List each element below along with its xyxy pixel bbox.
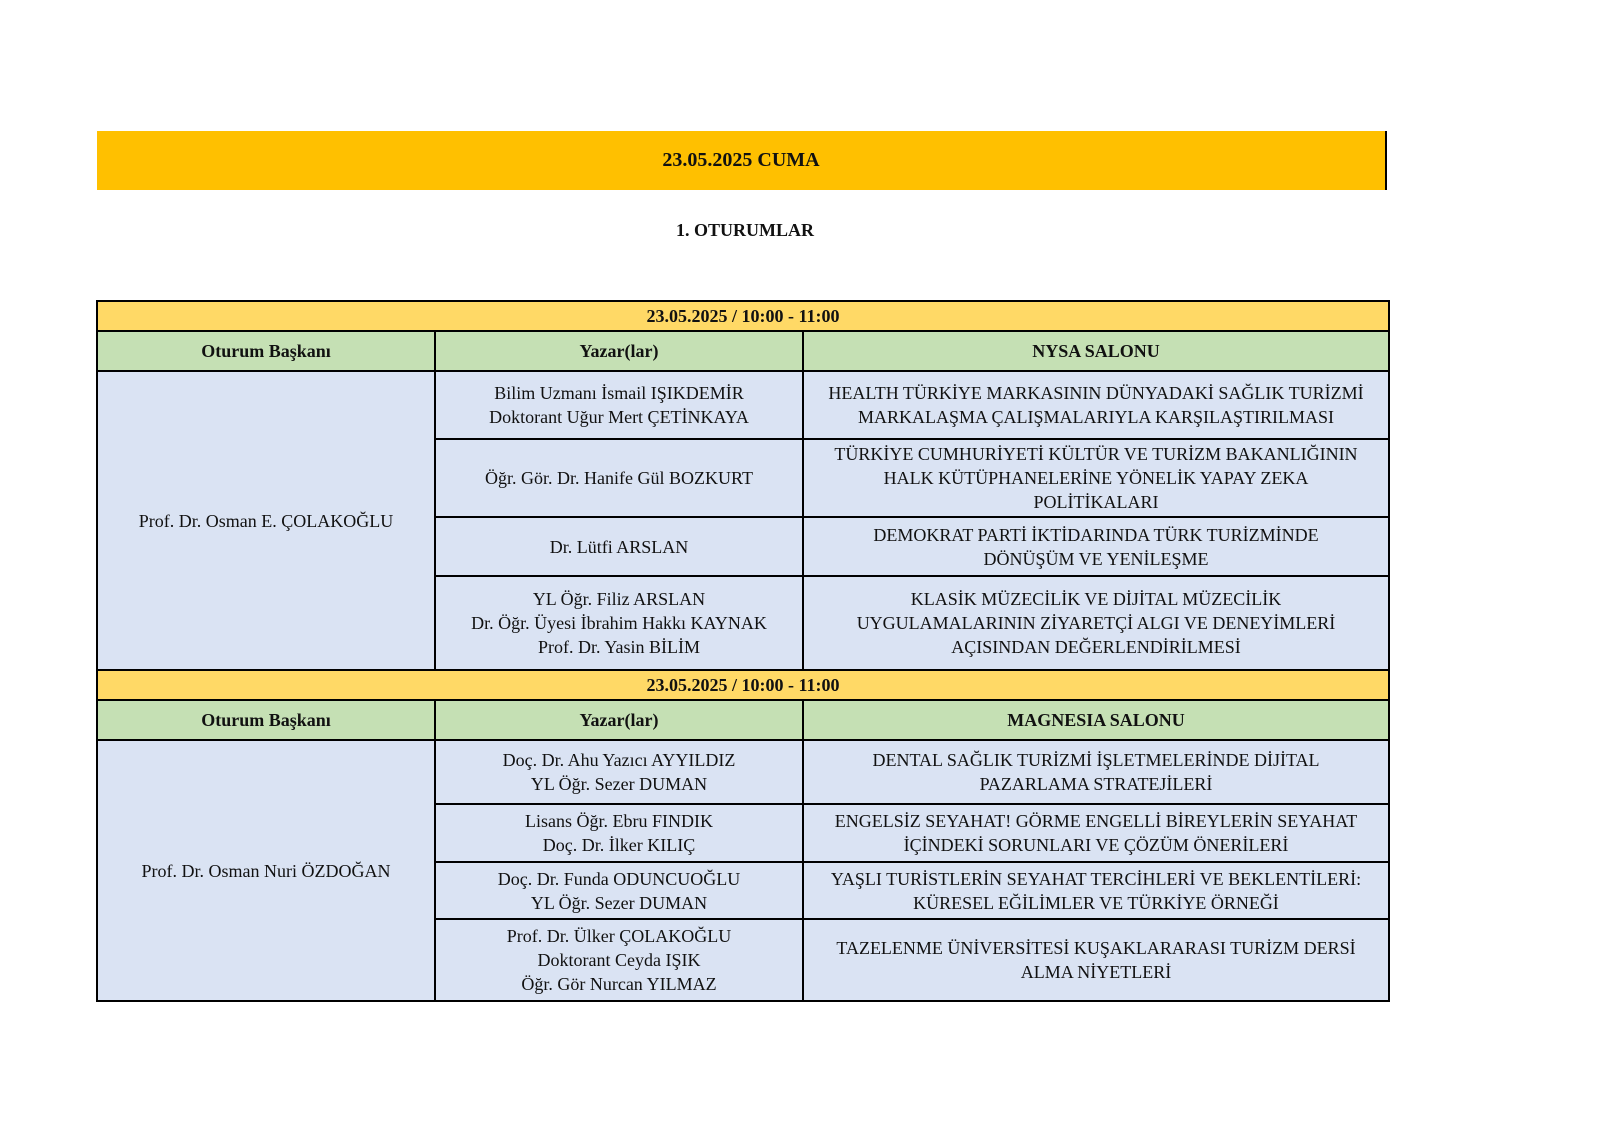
paper-authors (435, 517, 803, 576)
author: Doç. Dr. İlker KILIÇ (542, 835, 696, 855)
paper-authors (435, 576, 803, 670)
schedule-table (96, 300, 1390, 1002)
author: Dr. Lütfi ARSLAN (549, 536, 689, 557)
session-time-row (97, 301, 1389, 331)
paper-title (803, 576, 1389, 670)
author: Öğr. Gör Nurcan YILMAZ (521, 974, 717, 994)
paper-row (97, 740, 1389, 804)
date-banner (97, 131, 1387, 190)
title-line: MARKALAŞMA ÇALIŞMALARIYLA KARŞILAŞTIRILMASI (857, 407, 1335, 427)
hall-header: NYSA SALONU (803, 331, 1389, 371)
paper-authors (435, 371, 803, 439)
title-line: ALMA NİYETLERİ (1020, 962, 1172, 982)
author: Doç. Dr. Ahu Yazıcı AYYILDIZ (502, 750, 736, 770)
author: Lisans Öğr. Ebru FINDIK (525, 811, 713, 831)
banner-title: 23.05.2025 CUMA (662, 149, 820, 171)
header-row (97, 700, 1389, 740)
paper-title (803, 804, 1389, 862)
authors-header: Yazar(lar) (435, 700, 803, 740)
paper-authors (435, 862, 803, 919)
paper-row (97, 371, 1389, 439)
paper-title (803, 919, 1389, 1001)
session-heading: 1. OTURUMLAR (676, 220, 814, 240)
title-line: AÇISINDAN DEĞERLENDİRİLMESİ (951, 637, 1241, 657)
paper-authors (435, 740, 803, 804)
paper-title (803, 862, 1389, 919)
author: Prof. Dr. Ülker ÇOLAKOĞLU (506, 926, 732, 946)
title-line: HEALTH TÜRKİYE MARKASININ DÜNYADAKİ SAĞLIK TURİZMİ (828, 383, 1364, 403)
session-time-row (97, 670, 1389, 700)
author: Bilim Uzmanı İsmail IŞIKDEMİR (494, 383, 744, 403)
author: Doktorant Ceyda IŞIK (537, 950, 701, 970)
session-time: 23.05.2025 / 10:00 - 11:00 (97, 670, 1389, 700)
session-chair: Prof. Dr. Osman Nuri ÖZDOĞAN (97, 740, 435, 1001)
title-line: TAZELENME ÜNİVERSİTESİ KUŞAKLARARASI TURİZM DERSİ (836, 938, 1356, 958)
title-line: KÜRESEL EĞİLİMLER VE TÜRKİYE ÖRNEĞİ (913, 892, 1279, 913)
title-line: YAŞLI TURİSTLERİN SEYAHAT TERCİHLERİ VE BEKLENTİLERİ: (830, 868, 1362, 889)
header-row (97, 331, 1389, 371)
author: Doç. Dr. Funda ODUNCUOĞLU (497, 868, 741, 889)
chair-header: Oturum Başkanı (97, 331, 435, 371)
title-line: UYGULAMALARININ ZİYARETÇİ ALGI VE DENEYİMLERİ (856, 613, 1336, 633)
author: YL Öğr. Sezer DUMAN (530, 774, 708, 794)
title-line: HALK KÜTÜPHANELERİNE YÖNELİK YAPAY ZEKA (883, 468, 1309, 488)
title-line: PAZARLAMA STRATEJİLERİ (979, 774, 1213, 794)
paper-authors (435, 439, 803, 517)
paper-authors (435, 804, 803, 862)
paper-title (803, 517, 1389, 576)
title-line: İÇİNDEKİ SORUNLARI VE ÇÖZÜM ÖNERİLERİ (903, 835, 1289, 855)
author: Prof. Dr. Yasin BİLİM (537, 637, 701, 657)
title-line: POLİTİKALARI (1033, 492, 1159, 512)
session-time: 23.05.2025 / 10:00 - 11:00 (97, 301, 1389, 331)
paper-title (803, 740, 1389, 804)
author: Öğr. Gör. Dr. Hanife Gül BOZKURT (485, 468, 753, 488)
paper-authors (435, 919, 803, 1001)
hall-header: MAGNESIA SALONU (803, 700, 1389, 740)
author: Doktorant Uğur Mert ÇETİNKAYA (489, 407, 749, 427)
title-line: TÜRKİYE CUMHURİYETİ KÜLTÜR VE TURİZM BAKANLIĞININ (834, 444, 1358, 464)
chair-header: Oturum Başkanı (97, 700, 435, 740)
title-line: DENTAL SAĞLIK TURİZMİ İŞLETMELERİNDE DİJİTAL (872, 750, 1320, 770)
author: YL Öğr. Filiz ARSLAN (532, 589, 706, 609)
title-line: KLASİK MÜZECİLİK VE DİJİTAL MÜZECİLİK (910, 589, 1282, 609)
session-chair: Prof. Dr. Osman E. ÇOLAKOĞLU (97, 371, 435, 670)
paper-title (803, 439, 1389, 517)
title-line: DÖNÜŞÜM VE YENİLEŞME (983, 548, 1209, 569)
author: YL Öğr. Sezer DUMAN (530, 892, 708, 913)
title-line: ENGELSİZ SEYAHAT! GÖRME ENGELLİ BİREYLERİN SEYAHAT (834, 811, 1358, 831)
paper-title (803, 371, 1389, 439)
title-line: DEMOKRAT PARTİ İKTİDARINDA TÜRK TURİZMİNDE (873, 524, 1319, 545)
authors-header: Yazar(lar) (435, 331, 803, 371)
author: Dr. Öğr. Üyesi İbrahim Hakkı KAYNAK (471, 613, 767, 633)
